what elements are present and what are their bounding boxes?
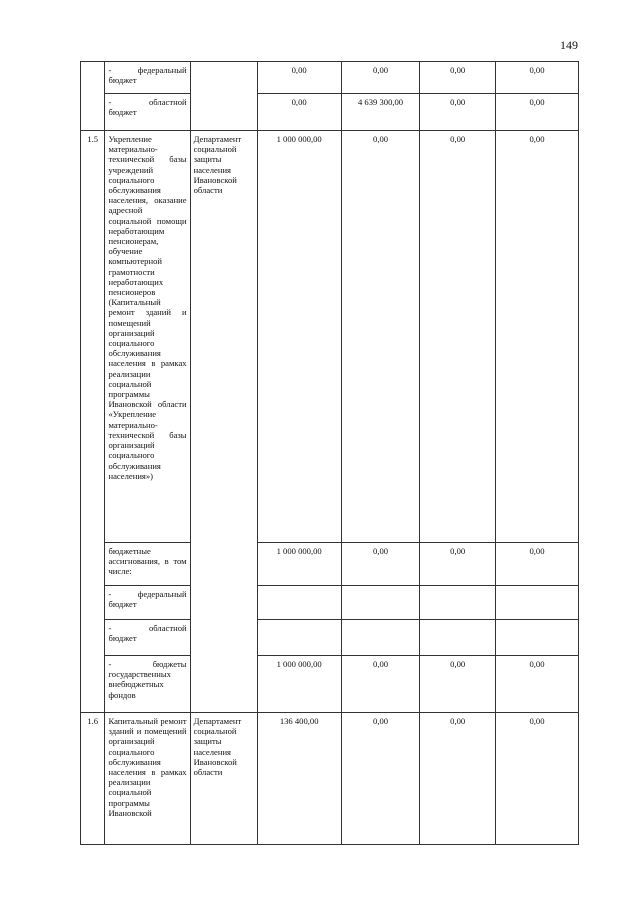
- value-cell: [495, 620, 578, 656]
- row-name-rest: бюджет: [108, 107, 137, 118]
- table-row: [81, 586, 579, 620]
- row-name-first: областной: [148, 623, 187, 633]
- value-cell: 0,00: [341, 713, 420, 845]
- row-name-rest: бюджет: [108, 599, 137, 610]
- row-name-rest: бюджет: [108, 75, 137, 86]
- row-name-cell: [105, 62, 190, 94]
- row-name-cell: [105, 586, 190, 620]
- row-executor-cell: Департамент социальной защиты населения Ивановской области: [190, 131, 257, 713]
- value-cell: [420, 586, 496, 620]
- value-cell: 136 400,00: [257, 713, 341, 845]
- table-row: [81, 656, 579, 713]
- row-name-rest: государственных внебюджетных фондов: [108, 669, 171, 700]
- value-cell: [257, 586, 341, 620]
- table-row: [81, 131, 579, 543]
- value-cell: 0,00: [495, 94, 578, 131]
- table-row: [81, 62, 579, 94]
- table-row: [81, 94, 579, 131]
- value-cell: 0,00: [420, 131, 496, 543]
- value-cell: 0,00: [495, 62, 578, 94]
- row-name-cell: [105, 620, 190, 656]
- row-name-rest: бюджет: [108, 633, 137, 644]
- value-cell: 0,00: [341, 543, 420, 586]
- row-executor-cell: Департамент социальной защиты населения Ивановской области: [190, 713, 257, 845]
- row-name-first: областной: [148, 97, 187, 107]
- row-name-first: бюджеты: [152, 659, 187, 669]
- budget-table: [80, 61, 579, 845]
- row-number-cell: 1.6: [81, 713, 105, 845]
- value-cell: 4 639 300,00: [341, 94, 420, 131]
- value-cell: 0,00: [495, 656, 578, 713]
- value-cell: [341, 586, 420, 620]
- dash-mark: -: [108, 623, 112, 633]
- value-cell: 0,00: [495, 713, 578, 845]
- value-cell: 1 000 000,00: [257, 543, 341, 586]
- row-executor-cell: [190, 62, 257, 131]
- value-cell: 0,00: [420, 94, 496, 131]
- value-cell: 0,00: [495, 543, 578, 586]
- row-name-first: федеральный: [137, 589, 187, 599]
- value-cell: 0,00: [420, 713, 496, 845]
- value-cell: 1 000 000,00: [257, 131, 341, 543]
- value-cell: 0,00: [341, 656, 420, 713]
- table-row: [81, 713, 579, 845]
- row-number-cell: 1.5: [81, 131, 105, 713]
- row-name-cell: Капитальный ремонт зданий и помещений организаций социального обслуживания населения в рамках реализации социальной программы Ивановской: [105, 713, 190, 845]
- row-name-cell: [105, 94, 190, 131]
- row-number-cell: [81, 62, 105, 131]
- row-name-first: федеральный: [137, 65, 187, 75]
- row-name-cell: Укрепление материально-технической базы учреждений социального обслуживания населения, оказание адресной социальной помощи неработающим пенсионерам, обучение компьютерной грамотности неработающих пенсионеров (Капитальный ремонт зданий и помещений организаций социального обслуживания населения в рамках реализации социальной программы Ивановской области «Укрепление материально-технической базы организаций социального обслуживания населения»): [105, 131, 190, 543]
- dash-mark: -: [108, 65, 112, 75]
- value-cell: 0,00: [420, 656, 496, 713]
- value-cell: 0,00: [420, 543, 496, 586]
- value-cell: [495, 586, 578, 620]
- row-name-cell: бюджетные ассигнования, в том числе:: [105, 543, 190, 586]
- value-cell: [257, 620, 341, 656]
- value-cell: 0,00: [495, 131, 578, 543]
- value-cell: 0,00: [341, 62, 420, 94]
- value-cell: 0,00: [420, 62, 496, 94]
- dash-mark: -: [108, 659, 112, 669]
- row-name-cell: [105, 656, 190, 713]
- value-cell: 0,00: [257, 94, 341, 131]
- value-cell: 0,00: [341, 131, 420, 543]
- dash-mark: -: [108, 97, 112, 107]
- value-cell: 0,00: [257, 62, 341, 94]
- value-cell: [420, 620, 496, 656]
- table-row: [81, 620, 579, 656]
- table-row: [81, 543, 579, 586]
- dash-mark: -: [108, 589, 112, 599]
- value-cell: [341, 620, 420, 656]
- value-cell: 1 000 000,00: [257, 656, 341, 713]
- page-number: 149: [560, 38, 578, 52]
